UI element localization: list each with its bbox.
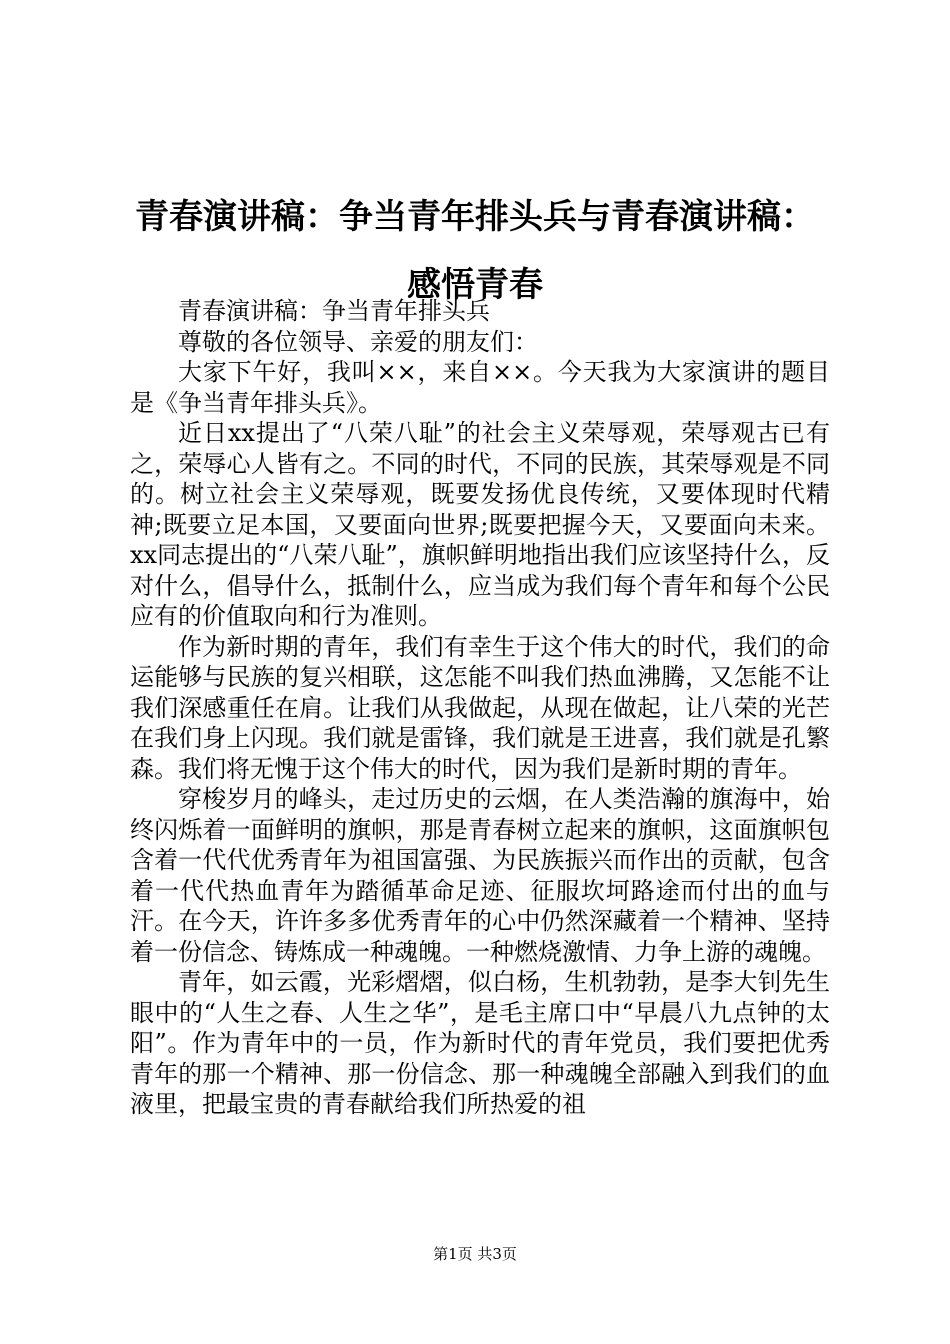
paragraph-intro: 大家下午好，我叫××，来自××。今天我为大家演讲的题目是《争当青年排头兵》。 xyxy=(130,358,830,417)
paragraph-body: 作为新时期的青年，我们有幸生于这个伟大的时代，我们的命运能够与民族的复兴相联，这怎能不叫我们热血沸腾，又怎能不让我们深感重任在肩。让我们从我做起，从现在做起，让八荣的光芒在我们身上闪现。我们就是雷锋，我们就是王进喜，我们就是孔繁森。我们将无愧于这个伟大的时代，因为我们是新时期的青年。 xyxy=(130,632,830,783)
paragraph-subtitle: 青春演讲稿：争当青年排头兵 xyxy=(178,297,490,325)
paragraph-body: 穿梭岁月的峰头，走过历史的云烟，在人类浩瀚的旗海中，始终闪烁着一面鲜明的旗帜，那是青春树立起来的旗帜，这面旗帜包含着一代代优秀青年为祖国富强、为民族振兴而作出的贡献，包含着一代代热血青年为踏循革命足迹、征服坎坷路途而付出的血与汗。在今天，许许多多优秀青年的心中仍然深藏着一个精神、坚持着一份信念、铸炼成一种魂魄。一种燃烧激情、力争上游的魂魄。 xyxy=(130,785,830,966)
document-title: 青春演讲稿：争当青年排头兵与青春演讲稿：感悟青春 xyxy=(135,197,815,305)
paragraph-salutation: 尊敬的各位领导、亲爱的朋友们： xyxy=(178,327,538,356)
paragraph-body: 近日xx提出了“八荣八耻”的社会主义荣辱观，荣辱观古已有之，荣辱心人皆有之。不同的时代，不同的民族，其荣辱观是不同的。树立社会主义荣辱观，既要发扬优良传统，又要体现时代精神;既要立足本国，又要面向世界;既要把握今天，又要面向未来。xx同志提出的“八荣八耻”，旗帜鲜明地指出我们应该坚持什么，反对什么，倡导什么，抵制什么，应当成为我们每个青年和每个公民应有的价值取向和行为准则。 xyxy=(130,419,830,630)
paragraph-body: 青年，如云霞，光彩熠熠，似白杨，生机勃勃，是李大钊先生眼中的“人生之春、人生之华”，是毛主席口中“早晨八九点钟的太阳”。作为青年中的一员，作为新时代的青年党员，我们要把优秀青年的那一个精神、那一份信念、那一种魂魄全部融入到我们的血液里，把最宝贵的青春献给我们所热爱的祖 xyxy=(130,968,830,1118)
document-body xyxy=(130,296,830,1120)
page-footer: 第1页 共3页 xyxy=(433,1245,517,1263)
